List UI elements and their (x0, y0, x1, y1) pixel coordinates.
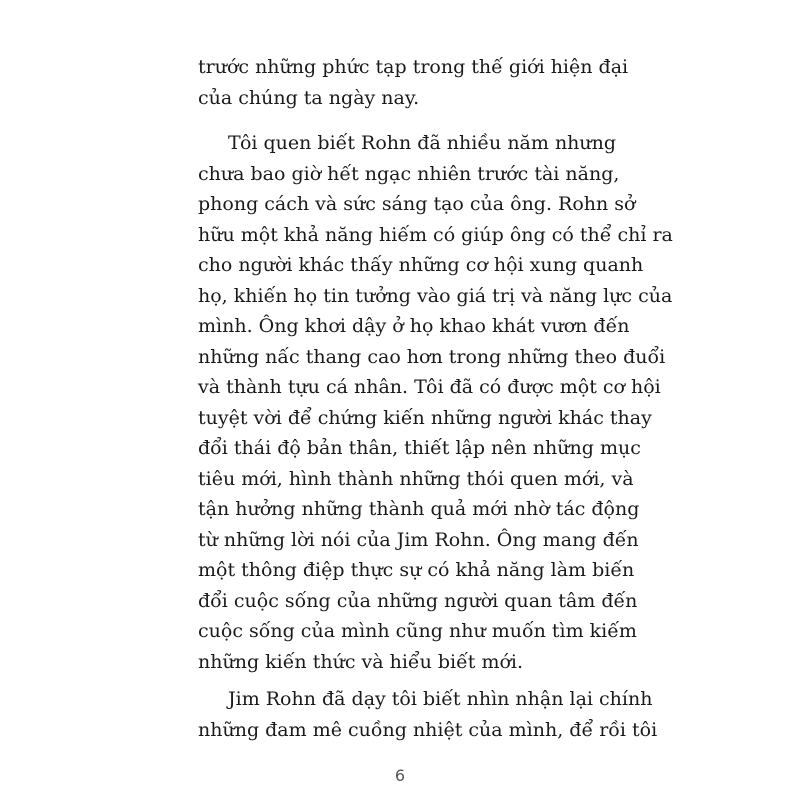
text-line: cho người khác thấy những cơ hội xung quanh (198, 254, 644, 276)
text-line: từ những lời nói của Jim Rohn. Ông mang đến (198, 528, 639, 551)
paragraph-2 (198, 128, 673, 677)
text-line: một thông điệp thực sự có khả năng làm biến (198, 559, 635, 581)
paragraph-3 (198, 684, 658, 745)
text-line: Jim Rohn đã dạy tôi biết nhìn nhận lại chính (228, 688, 653, 710)
text-line: tận hưởng những thành quả mới nhờ tác động (198, 498, 640, 520)
text-line: những nấc thang cao hơn trong những theo đuổi (198, 345, 666, 368)
text-line: và thành tựu cá nhân. Tôi đã có được một cơ hội (198, 376, 661, 398)
text-line: trước những phức tạp trong thế giới hiện đại (198, 56, 629, 78)
text-line: hữu một khả năng hiếm có giúp ông có thể chỉ ra (198, 223, 673, 246)
text-line: những kiến thức và hiểu biết mới. (198, 650, 524, 673)
text-line: Tôi quen biết Rohn đã nhiều năm nhưng (228, 132, 617, 154)
text-line: phong cách và sức sáng tạo của ông. Rohn sở (198, 193, 636, 215)
text-line: tiêu mới, hình thành những thói quen mới, và (198, 467, 634, 490)
paragraph-1 (198, 52, 629, 113)
text-line: tuyệt vời để chứng kiến những người khác thay (198, 406, 652, 429)
text-line: đổi cuộc sống của những người quan tâm đến (198, 589, 638, 612)
text-line: đổi thái độ bản thân, thiết lập nên những mục (198, 437, 641, 459)
text-line: cuộc sống của mình cũng như muốn tìm kiếm (198, 620, 637, 642)
text-line: chưa bao giờ hết ngạc nhiên trước tài năng, (198, 162, 620, 185)
page-number: 6 (394, 766, 406, 785)
text-line: họ, khiến họ tin tưởng vào giá trị và năng lực của (198, 284, 673, 307)
text-line: mình. Ông khơi dậy ở họ khao khát vươn đến (198, 315, 630, 337)
text-line: những đam mê cuồng nhiệt của mình, để rồi tôi (198, 718, 658, 741)
text-line: của chúng ta ngày nay. (198, 86, 420, 109)
